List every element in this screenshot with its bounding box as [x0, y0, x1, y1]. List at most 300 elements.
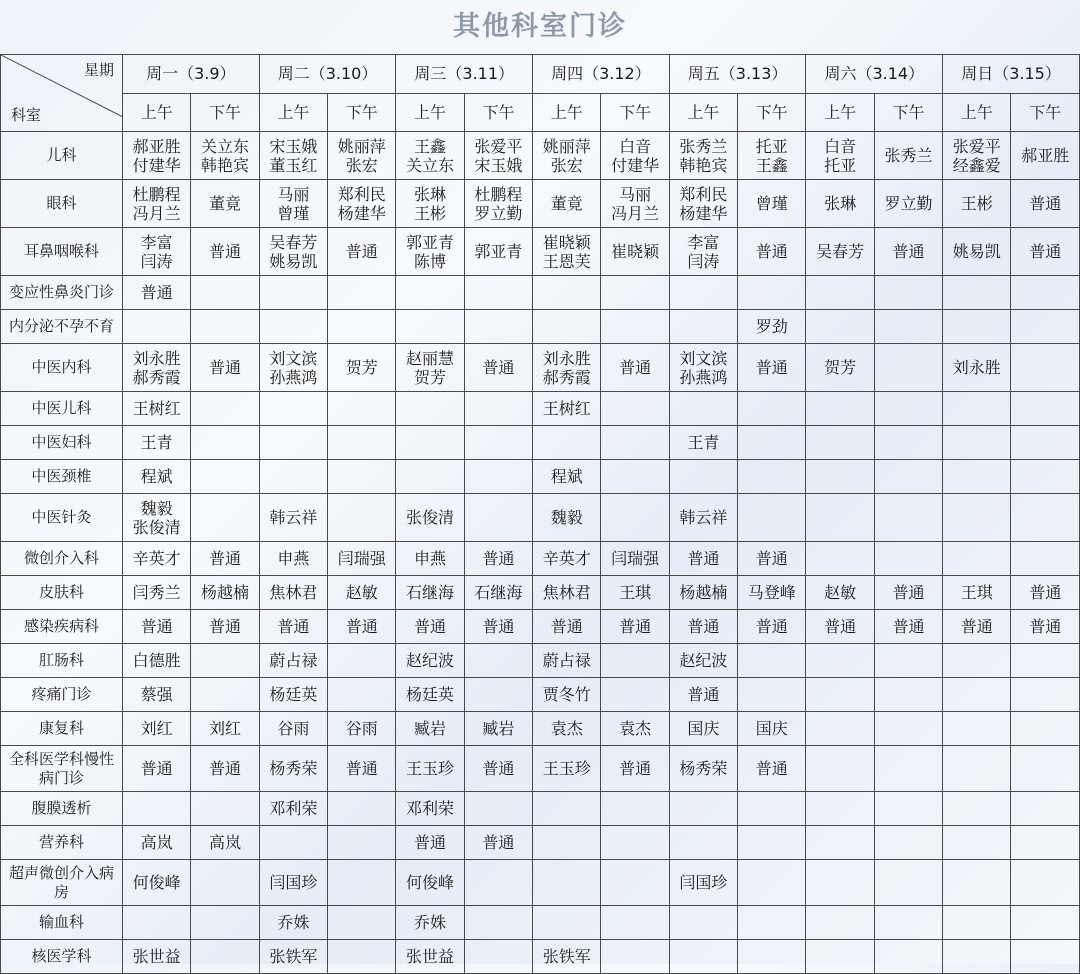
schedule-cell: 辛英才	[123, 542, 191, 576]
schedule-cell	[806, 826, 874, 860]
schedule-body	[1, 132, 1080, 974]
schedule-cell	[191, 940, 259, 974]
schedule-cell: 魏毅	[533, 494, 601, 542]
schedule-cell: 乔姝	[396, 906, 464, 940]
schedule-cell	[943, 644, 1011, 678]
department-name: 中医妇科	[1, 426, 123, 460]
schedule-cell: 郑利民 杨建华	[669, 180, 737, 228]
afternoon-header: 下午	[874, 93, 942, 132]
schedule-cell	[328, 678, 396, 712]
schedule-cell: 刘永胜	[943, 344, 1011, 392]
table-row	[1, 906, 1080, 940]
schedule-cell	[328, 310, 396, 344]
schedule-cell: 袁杰	[533, 712, 601, 746]
schedule-cell	[328, 426, 396, 460]
schedule-cell	[464, 310, 532, 344]
schedule-cell	[328, 644, 396, 678]
department-name: 输血科	[1, 906, 123, 940]
day-header: 周三（3.11）	[396, 55, 533, 94]
schedule-cell	[806, 906, 874, 940]
schedule-cell: 杨越楠	[191, 576, 259, 610]
schedule-cell	[328, 460, 396, 494]
schedule-cell: 普通	[874, 228, 942, 276]
schedule-cell: 王青	[669, 426, 737, 460]
schedule-cell: 普通	[669, 678, 737, 712]
schedule-cell	[738, 906, 806, 940]
schedule-cell	[396, 392, 464, 426]
schedule-cell: 张爱平 经鑫爱	[943, 132, 1011, 180]
afternoon-header: 下午	[1011, 93, 1080, 132]
schedule-cell	[191, 860, 259, 906]
day-header: 周日（3.15）	[943, 55, 1080, 94]
schedule-cell: 普通	[464, 344, 532, 392]
schedule-cell	[396, 310, 464, 344]
schedule-cell	[806, 644, 874, 678]
corner-cell	[1, 55, 123, 132]
schedule-cell	[943, 426, 1011, 460]
schedule-cell	[191, 494, 259, 542]
schedule-cell	[601, 392, 669, 426]
schedule-cell	[806, 310, 874, 344]
department-name: 内分泌不孕不育	[1, 310, 123, 344]
schedule-cell: 王鑫 关立东	[396, 132, 464, 180]
schedule-cell: 普通	[464, 826, 532, 860]
schedule-cell	[943, 494, 1011, 542]
schedule-cell: 刘永胜 郝秀霞	[123, 344, 191, 392]
schedule-cell	[123, 792, 191, 826]
schedule-cell: 程斌	[533, 460, 601, 494]
schedule-cell	[464, 494, 532, 542]
schedule-cell: 崔晓颖 王恩芙	[533, 228, 601, 276]
schedule-cell	[464, 940, 532, 974]
schedule-cell	[396, 276, 464, 310]
table-row	[1, 310, 1080, 344]
schedule-cell	[943, 276, 1011, 310]
table-row	[1, 276, 1080, 310]
schedule-cell	[738, 860, 806, 906]
afternoon-header: 下午	[191, 93, 259, 132]
schedule-cell	[874, 392, 942, 426]
schedule-cell: 闫国珍	[259, 860, 327, 906]
schedule-cell	[464, 426, 532, 460]
schedule-cell: 邓利荣	[396, 792, 464, 826]
schedule-cell: 王彬	[943, 180, 1011, 228]
schedule-cell: 关立东 韩艳宾	[191, 132, 259, 180]
day-header: 周六（3.14）	[806, 55, 943, 94]
schedule-cell: 罗立勤	[874, 180, 942, 228]
schedule-cell	[943, 712, 1011, 746]
schedule-cell: 普通	[328, 228, 396, 276]
schedule-cell	[1011, 746, 1080, 792]
schedule-cell: 郝亚胜	[1011, 132, 1080, 180]
schedule-cell	[943, 826, 1011, 860]
schedule-cell	[191, 426, 259, 460]
afternoon-header: 下午	[328, 93, 396, 132]
schedule-cell	[328, 276, 396, 310]
table-row	[1, 132, 1080, 180]
schedule-cell: 韩云祥	[669, 494, 737, 542]
schedule-cell: 白音 托亚	[806, 132, 874, 180]
schedule-cell: 闫瑞强	[601, 542, 669, 576]
schedule-cell: 普通	[669, 610, 737, 644]
department-name: 皮肤科	[1, 576, 123, 610]
schedule-cell: 普通	[601, 746, 669, 792]
schedule-cell: 谷雨	[259, 712, 327, 746]
table-row	[1, 746, 1080, 792]
schedule-cell	[601, 792, 669, 826]
schedule-cell	[601, 906, 669, 940]
schedule-cell: 石继海	[464, 576, 532, 610]
department-name: 儿科	[1, 132, 123, 180]
schedule-cell: 闫瑞强	[328, 542, 396, 576]
table-row	[1, 228, 1080, 276]
department-name: 中医针灸	[1, 494, 123, 542]
schedule-cell: 赵丽慧 贺芳	[396, 344, 464, 392]
schedule-cell	[601, 644, 669, 678]
schedule-cell	[191, 310, 259, 344]
table-row	[1, 610, 1080, 644]
schedule-cell	[601, 310, 669, 344]
schedule-cell: 普通	[738, 344, 806, 392]
schedule-cell: 普通	[259, 610, 327, 644]
schedule-cell: 赵纪波	[669, 644, 737, 678]
schedule-cell	[533, 426, 601, 460]
schedule-cell	[669, 276, 737, 310]
schedule-cell: 白德胜	[123, 644, 191, 678]
schedule-cell	[533, 826, 601, 860]
schedule-cell	[806, 276, 874, 310]
department-name: 中医颈椎	[1, 460, 123, 494]
schedule-cell: 王琪	[943, 576, 1011, 610]
department-name: 微创介入科	[1, 542, 123, 576]
schedule-cell	[943, 860, 1011, 906]
schedule-cell: 崔晓颖	[601, 228, 669, 276]
schedule-cell: 贺芳	[806, 344, 874, 392]
schedule-cell: 普通	[601, 610, 669, 644]
department-name: 核医学科	[1, 940, 123, 974]
schedule-cell	[943, 940, 1011, 974]
schedule-cell	[806, 542, 874, 576]
schedule-cell: 普通	[464, 746, 532, 792]
schedule-cell	[1011, 426, 1080, 460]
schedule-cell: 臧岩	[464, 712, 532, 746]
table-row	[1, 940, 1080, 974]
department-name: 眼科	[1, 180, 123, 228]
schedule-cell: 蔚占禄	[533, 644, 601, 678]
table-row	[1, 644, 1080, 678]
schedule-cell: 刘红	[123, 712, 191, 746]
schedule-cell	[806, 460, 874, 494]
schedule-cell	[1011, 542, 1080, 576]
schedule-cell	[943, 542, 1011, 576]
schedule-cell: 董竟	[533, 180, 601, 228]
schedule-cell	[328, 940, 396, 974]
schedule-cell	[328, 826, 396, 860]
schedule-cell	[669, 792, 737, 826]
schedule-cell	[533, 906, 601, 940]
afternoon-header: 下午	[464, 93, 532, 132]
schedule-cell: 普通	[601, 344, 669, 392]
table-row	[1, 860, 1080, 906]
table-row	[1, 542, 1080, 576]
schedule-cell	[191, 678, 259, 712]
schedule-cell: 普通	[123, 746, 191, 792]
schedule-cell	[874, 792, 942, 826]
schedule-cell	[328, 792, 396, 826]
schedule-cell	[191, 792, 259, 826]
schedule-cell	[874, 712, 942, 746]
department-name: 康复科	[1, 712, 123, 746]
schedule-cell	[738, 392, 806, 426]
schedule-cell	[259, 426, 327, 460]
schedule-cell	[601, 860, 669, 906]
table-row	[1, 494, 1080, 542]
page-title: 其他科室门诊	[453, 11, 627, 42]
schedule-cell: 谷雨	[328, 712, 396, 746]
schedule-cell	[464, 792, 532, 826]
table-row	[1, 426, 1080, 460]
morning-header: 上午	[123, 93, 191, 132]
schedule-cell	[259, 392, 327, 426]
schedule-cell	[806, 392, 874, 426]
schedule-cell: 普通	[191, 746, 259, 792]
schedule-cell	[943, 392, 1011, 426]
table-row	[1, 460, 1080, 494]
schedule-cell: 贺芳	[328, 344, 396, 392]
schedule-cell: 闫秀兰	[123, 576, 191, 610]
schedule-cell: 普通	[123, 276, 191, 310]
schedule-cell	[738, 494, 806, 542]
schedule-cell	[396, 460, 464, 494]
schedule-cell	[464, 276, 532, 310]
schedule-cell	[464, 392, 532, 426]
schedule-cell	[601, 494, 669, 542]
schedule-cell: 普通	[191, 610, 259, 644]
afternoon-header: 下午	[601, 93, 669, 132]
schedule-cell: 普通	[1011, 228, 1080, 276]
schedule-cell: 国庆	[669, 712, 737, 746]
schedule-cell: 杨廷英	[259, 678, 327, 712]
schedule-cell	[943, 792, 1011, 826]
afternoon-header: 下午	[738, 93, 806, 132]
schedule-cell: 赵敏	[328, 576, 396, 610]
department-name: 中医儿科	[1, 392, 123, 426]
schedule-cell: 刘文滨 孙燕鸿	[259, 344, 327, 392]
schedule-cell	[738, 276, 806, 310]
schedule-cell	[1011, 712, 1080, 746]
schedule-cell: 申燕	[259, 542, 327, 576]
schedule-cell	[601, 276, 669, 310]
schedule-cell	[123, 906, 191, 940]
schedule-cell: 张秀兰	[874, 132, 942, 180]
schedule-cell: 马登峰	[738, 576, 806, 610]
day-header: 周二（3.10）	[259, 55, 396, 94]
schedule-cell	[533, 792, 601, 826]
schedule-cell: 臧岩	[396, 712, 464, 746]
schedule-cell	[874, 678, 942, 712]
schedule-cell: 普通	[328, 746, 396, 792]
schedule-cell: 罗劲	[738, 310, 806, 344]
schedule-cell: 普通	[396, 826, 464, 860]
morning-header: 上午	[396, 93, 464, 132]
schedule-cell: 普通	[738, 610, 806, 644]
schedule-cell	[806, 678, 874, 712]
schedule-cell: 吴春芳	[806, 228, 874, 276]
schedule-cell: 马丽 曾瑾	[259, 180, 327, 228]
schedule-cell	[396, 426, 464, 460]
table-row	[1, 576, 1080, 610]
schedule-cell	[943, 746, 1011, 792]
schedule-cell	[874, 276, 942, 310]
schedule-cell	[464, 460, 532, 494]
schedule-cell	[738, 792, 806, 826]
corner-dept-label: 科室	[11, 106, 42, 124]
schedule-cell: 普通	[806, 610, 874, 644]
schedule-cell: 张世益	[396, 940, 464, 974]
schedule-cell	[806, 494, 874, 542]
schedule-cell: 焦林君	[259, 576, 327, 610]
schedule-cell	[738, 644, 806, 678]
schedule-cell	[533, 276, 601, 310]
schedule-cell: 乔姝	[259, 906, 327, 940]
schedule-cell	[259, 276, 327, 310]
schedule-cell	[464, 678, 532, 712]
schedule-cell	[806, 746, 874, 792]
morning-header: 上午	[669, 93, 737, 132]
schedule-cell	[1011, 860, 1080, 906]
schedule-cell: 张琳 王彬	[396, 180, 464, 228]
schedule-cell	[669, 826, 737, 860]
schedule-cell: 普通	[874, 576, 942, 610]
schedule-cell: 张秀兰 韩艳宾	[669, 132, 737, 180]
schedule-cell: 高岚	[123, 826, 191, 860]
schedule-cell: 普通	[191, 228, 259, 276]
schedule-cell: 赵敏	[806, 576, 874, 610]
schedule-cell	[874, 746, 942, 792]
schedule-cell	[1011, 826, 1080, 860]
schedule-cell	[1011, 494, 1080, 542]
schedule-cell	[1011, 678, 1080, 712]
schedule-cell	[738, 426, 806, 460]
schedule-cell: 魏毅 张俊清	[123, 494, 191, 542]
schedule-cell: 刘文滨 孙燕鸿	[669, 344, 737, 392]
schedule-cell	[464, 644, 532, 678]
department-name: 中医内科	[1, 344, 123, 392]
schedule-cell: 蔚占禄	[259, 644, 327, 678]
schedule-cell: 郝亚胜 付建华	[123, 132, 191, 180]
schedule-cell	[943, 460, 1011, 494]
schedule-cell	[738, 940, 806, 974]
schedule-cell: 何俊峰	[396, 860, 464, 906]
schedule-cell	[874, 644, 942, 678]
schedule-cell	[464, 860, 532, 906]
schedule-cell: 普通	[1011, 610, 1080, 644]
morning-header: 上午	[259, 93, 327, 132]
department-name: 疼痛门诊	[1, 678, 123, 712]
schedule-cell: 普通	[328, 610, 396, 644]
schedule-cell: 普通	[943, 610, 1011, 644]
table-row	[1, 826, 1080, 860]
table-row	[1, 678, 1080, 712]
schedule-cell	[738, 678, 806, 712]
schedule-cell	[1011, 792, 1080, 826]
day-header-row	[1, 55, 1080, 94]
schedule-cell	[601, 826, 669, 860]
schedule-cell: 袁杰	[601, 712, 669, 746]
schedule-cell: 姚易凯	[943, 228, 1011, 276]
schedule-cell: 普通	[874, 610, 942, 644]
schedule-cell: 郭亚青	[464, 228, 532, 276]
schedule-cell	[1011, 310, 1080, 344]
schedule-cell	[601, 678, 669, 712]
schedule-cell: 李富 闫涛	[123, 228, 191, 276]
morning-header: 上午	[806, 93, 874, 132]
schedule-cell: 张俊清	[396, 494, 464, 542]
schedule-cell	[874, 460, 942, 494]
schedule-cell: 普通	[669, 542, 737, 576]
schedule-cell: 邓利荣	[259, 792, 327, 826]
table-row	[1, 392, 1080, 426]
schedule-cell	[874, 494, 942, 542]
schedule-cell: 王玉珍	[396, 746, 464, 792]
schedule-cell	[738, 826, 806, 860]
schedule-cell: 普通	[1011, 180, 1080, 228]
schedule-cell: 姚丽萍 张宏	[328, 132, 396, 180]
schedule-cell: 白音 付建华	[601, 132, 669, 180]
schedule-cell: 贾冬竹	[533, 678, 601, 712]
schedule-cell: 张铁军	[259, 940, 327, 974]
schedule-cell	[1011, 344, 1080, 392]
department-name: 全科医学科慢性病门诊	[1, 746, 123, 792]
schedule-cell: 杨越楠	[669, 576, 737, 610]
schedule-cell	[601, 426, 669, 460]
schedule-cell: 辛英才	[533, 542, 601, 576]
schedule-cell: 普通	[396, 610, 464, 644]
schedule-cell: 普通	[738, 746, 806, 792]
schedule-cell	[259, 310, 327, 344]
schedule-cell: 宋玉娥 董玉红	[259, 132, 327, 180]
morning-header: 上午	[533, 93, 601, 132]
schedule-cell	[669, 460, 737, 494]
schedule-cell: 托亚 王鑫	[738, 132, 806, 180]
schedule-cell: 普通	[464, 610, 532, 644]
schedule-cell: 杨秀荣	[669, 746, 737, 792]
schedule-cell: 杨廷英	[396, 678, 464, 712]
schedule-cell	[806, 860, 874, 906]
table-row	[1, 344, 1080, 392]
schedule-cell	[1011, 906, 1080, 940]
department-name: 超声微创介入病房	[1, 860, 123, 906]
schedule-cell: 申燕	[396, 542, 464, 576]
schedule-cell	[1011, 644, 1080, 678]
schedule-cell	[1011, 460, 1080, 494]
schedule-cell	[601, 940, 669, 974]
schedule-cell	[464, 906, 532, 940]
schedule-cell: 高岚	[191, 826, 259, 860]
morning-header: 上午	[943, 93, 1011, 132]
schedule-cell	[328, 860, 396, 906]
schedule-cell: 程斌	[123, 460, 191, 494]
schedule-cell: 普通	[1011, 576, 1080, 610]
schedule-cell: 王玉珍	[533, 746, 601, 792]
schedule-cell	[806, 426, 874, 460]
schedule-cell: 曾瑾	[738, 180, 806, 228]
schedule-cell	[874, 826, 942, 860]
schedule-cell	[669, 392, 737, 426]
schedule-cell: 王树红	[123, 392, 191, 426]
schedule-cell: 闫国珍	[669, 860, 737, 906]
schedule-cell	[669, 310, 737, 344]
